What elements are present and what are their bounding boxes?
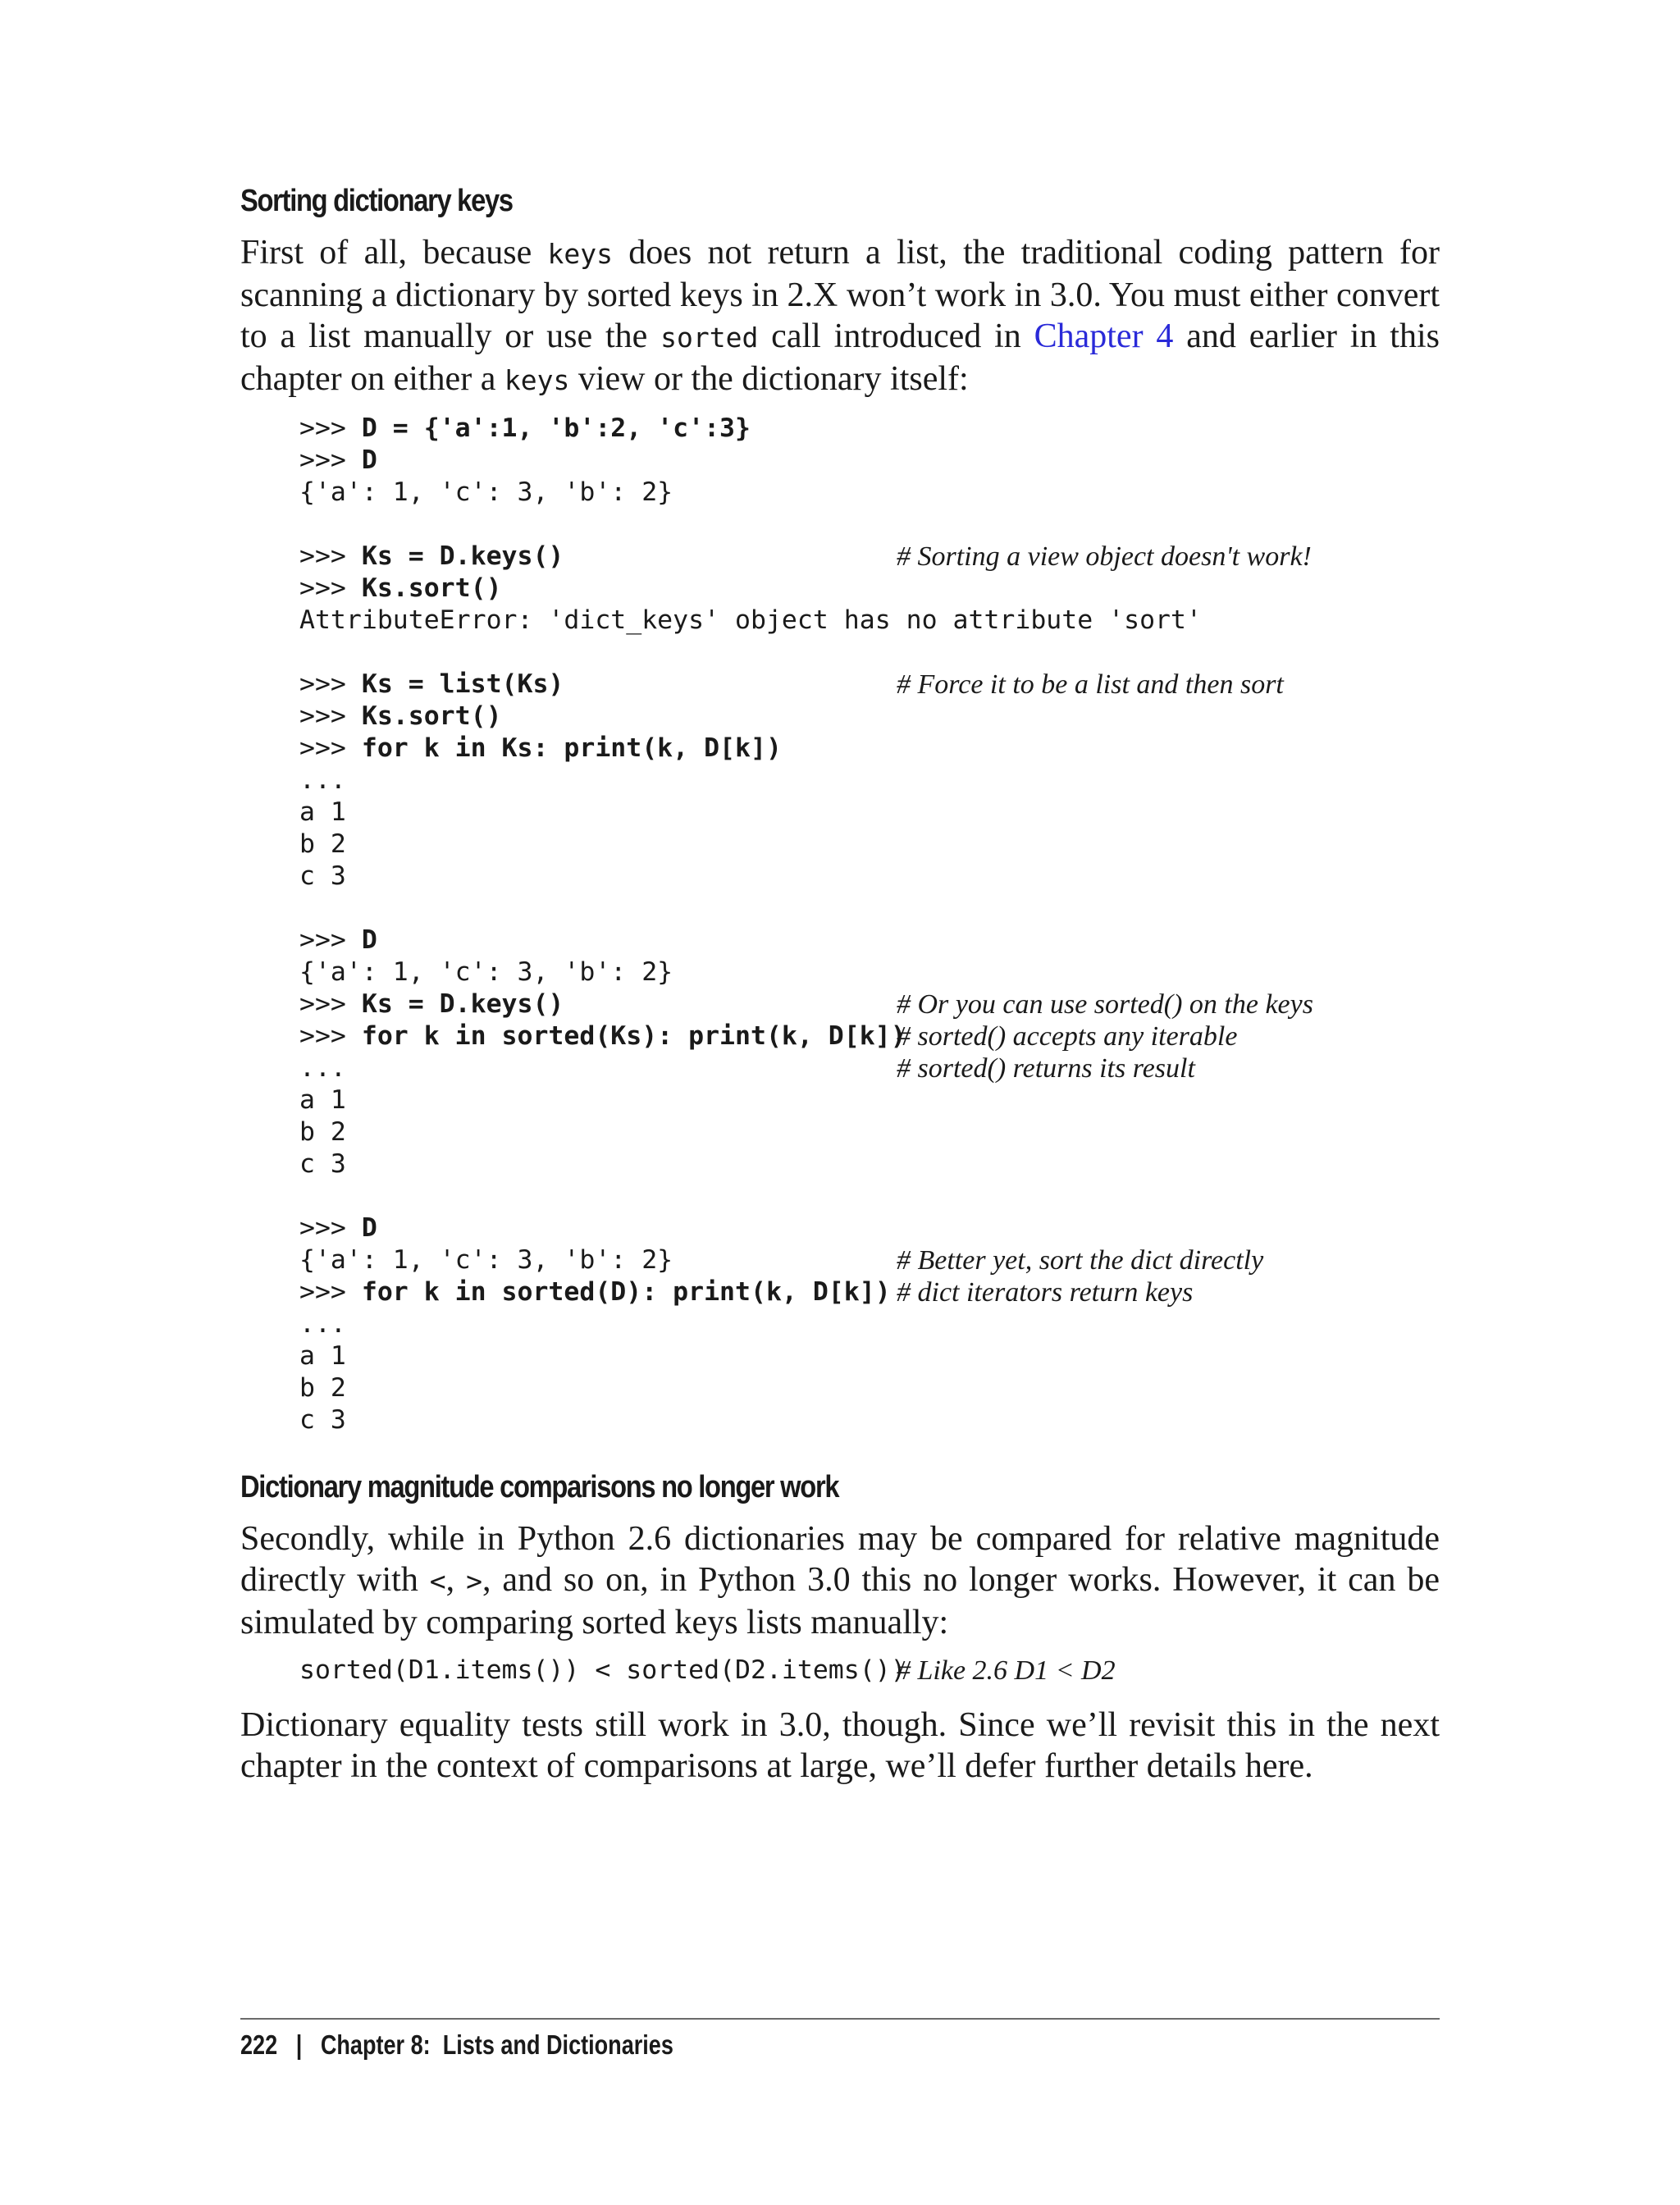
paragraph-equality-tests: Dictionary equality tests still work in 3.0, though. Since we’ll revisit this in the next chapter in the context of comparisons at large, we’ll defer further details here. (240, 1706, 1440, 1785)
inline-code: sorted (660, 322, 759, 354)
code-command: Ks = D.keys() (361, 541, 564, 571)
inline-code: > (466, 1565, 482, 1597)
code-output: c 3 (299, 1149, 346, 1179)
code-line (299, 1308, 1440, 1340)
code-command: Ks.sort() (361, 701, 502, 731)
code-command: D (361, 1213, 377, 1243)
code-output: ... (299, 765, 346, 795)
code-line (299, 605, 1440, 637)
code-command: for k in sorted(Ks): print(k, D[k]) (361, 1021, 906, 1051)
paragraph-magnitude-intro (240, 1518, 1440, 1643)
code-line (299, 765, 1440, 797)
code-command: for k in sorted(D): print(k, D[k]) (361, 1277, 891, 1307)
code-prompt: >>> (299, 1213, 362, 1243)
code-prompt: >>> (299, 445, 362, 475)
code-line (299, 541, 1440, 573)
inline-code: keys (547, 238, 613, 270)
code-comment: # sorted() returns its result (897, 1053, 1195, 1084)
code-comment: # Force it to be a list and then sort (897, 669, 1284, 700)
code-prompt: >>> (299, 733, 362, 763)
text-run: First of all, because (240, 234, 548, 272)
code-command: D (361, 445, 377, 475)
code-line (299, 1655, 1440, 1687)
code-output: {'a': 1, 'c': 3, 'b': 2} (299, 1245, 673, 1275)
code-line (299, 861, 1440, 892)
code-line (299, 701, 1440, 733)
code-prompt: >>> (299, 989, 362, 1019)
code-output: sorted(D1.items()) < sorted(D2.items()) (299, 1655, 906, 1685)
code-output: c 3 (299, 1405, 346, 1435)
code-line (299, 1372, 1440, 1404)
code-prompt: >>> (299, 701, 362, 731)
code-example-magnitude (299, 1655, 1440, 1687)
chapter-4-link[interactable]: Chapter 4 (1034, 317, 1174, 355)
page-number: 222 (240, 2029, 278, 2060)
text-run: does not return a list, the traditional coding pattern for scanning a dictionary by sorted keys in 2.X won’t work in 3.0. You must either convert to a list manually or use the (240, 234, 1440, 355)
code-output: c 3 (299, 861, 346, 891)
code-blank-line (299, 892, 1440, 924)
code-line (299, 1116, 1440, 1148)
footer-chapter-title: Chapter 8: Lists and Dictionaries (320, 2029, 673, 2060)
text-run: call introduced in (758, 317, 1034, 355)
code-comment: # Better yet, sort the dict directly (897, 1245, 1264, 1276)
code-line (299, 573, 1440, 605)
code-prompt: >>> (299, 925, 362, 955)
section-heading-magnitude-comparisons: Dictionary magnitude comparisons no longer work (240, 1470, 839, 1504)
code-line (299, 1276, 1440, 1308)
code-command: Ks = list(Ks) (361, 669, 564, 699)
inline-code: keys (504, 364, 570, 396)
code-output: a 1 (299, 797, 346, 827)
code-line (299, 956, 1440, 988)
code-output: b 2 (299, 829, 346, 859)
code-command: D (361, 925, 377, 955)
code-line (299, 988, 1440, 1020)
code-comment: # Like 2.6 D1 < D2 (897, 1655, 1116, 1686)
code-comment: # Sorting a view object doesn't work! (897, 541, 1312, 572)
code-output: AttributeError: 'dict_keys' object has no attribute 'sort' (299, 605, 1202, 635)
code-line (299, 445, 1440, 477)
text-run: and earlier in this chapter on either a (240, 317, 1440, 398)
code-command: Ks.sort() (361, 573, 502, 603)
code-blank-line (299, 637, 1440, 669)
code-output: a 1 (299, 1085, 346, 1115)
text-run: Secondly, while in Python 2.6 dictionaries may be compared for relative magnitude directly with (240, 1520, 1440, 1599)
code-prompt: >>> (299, 573, 362, 603)
code-prompt: >>> (299, 541, 362, 571)
code-comment: # Or you can use sorted() on the keys (897, 989, 1313, 1020)
text-run: , (445, 1561, 467, 1599)
code-output: {'a': 1, 'c': 3, 'b': 2} (299, 477, 673, 507)
code-line (299, 1340, 1440, 1372)
code-line (299, 1020, 1440, 1052)
code-comment: # sorted() accepts any iterable (897, 1021, 1238, 1052)
code-prompt: >>> (299, 669, 362, 699)
code-output: ... (299, 1309, 346, 1339)
text-run: , and so on, in Python 3.0 this no longer works. However, it can be simulated by comparing sorted keys lists manually: (240, 1561, 1440, 1641)
code-line (299, 669, 1440, 701)
code-comment: # dict iterators return keys (897, 1277, 1194, 1308)
footer-divider (240, 2018, 1440, 2020)
inline-code: < (429, 1565, 446, 1597)
code-output: b 2 (299, 1373, 346, 1403)
page-content (240, 176, 1440, 1787)
code-command: D = {'a':1, 'b':2, 'c':3} (361, 413, 751, 443)
code-line (299, 1084, 1440, 1116)
code-example-sorting (299, 413, 1440, 1436)
paragraph-sorting-intro (240, 232, 1440, 401)
code-output: a 1 (299, 1341, 346, 1371)
code-line (299, 1212, 1440, 1244)
code-prompt: >>> (299, 1277, 362, 1307)
code-line (299, 1404, 1440, 1436)
code-blank-line (299, 509, 1440, 541)
text-run: view or the dictionary itself: (569, 360, 969, 398)
code-output: b 2 (299, 1117, 346, 1147)
code-line (299, 829, 1440, 861)
code-line (299, 1148, 1440, 1180)
code-line (299, 413, 1440, 445)
code-command: for k in Ks: print(k, D[k]) (361, 733, 782, 763)
code-prompt: >>> (299, 413, 362, 443)
code-command: Ks = D.keys() (361, 989, 564, 1019)
code-output: {'a': 1, 'c': 3, 'b': 2} (299, 957, 673, 987)
footer-separator: | (295, 2029, 303, 2060)
code-line (299, 477, 1440, 509)
code-line (299, 733, 1440, 765)
section-heading-sorting-keys: Sorting dictionary keys (240, 184, 513, 218)
code-output: ... (299, 1053, 346, 1083)
page-footer (240, 2029, 673, 2061)
code-blank-line (299, 1180, 1440, 1212)
code-line (299, 1244, 1440, 1276)
code-prompt: >>> (299, 1021, 362, 1051)
code-line (299, 924, 1440, 956)
code-line (299, 797, 1440, 829)
code-line (299, 1052, 1440, 1084)
